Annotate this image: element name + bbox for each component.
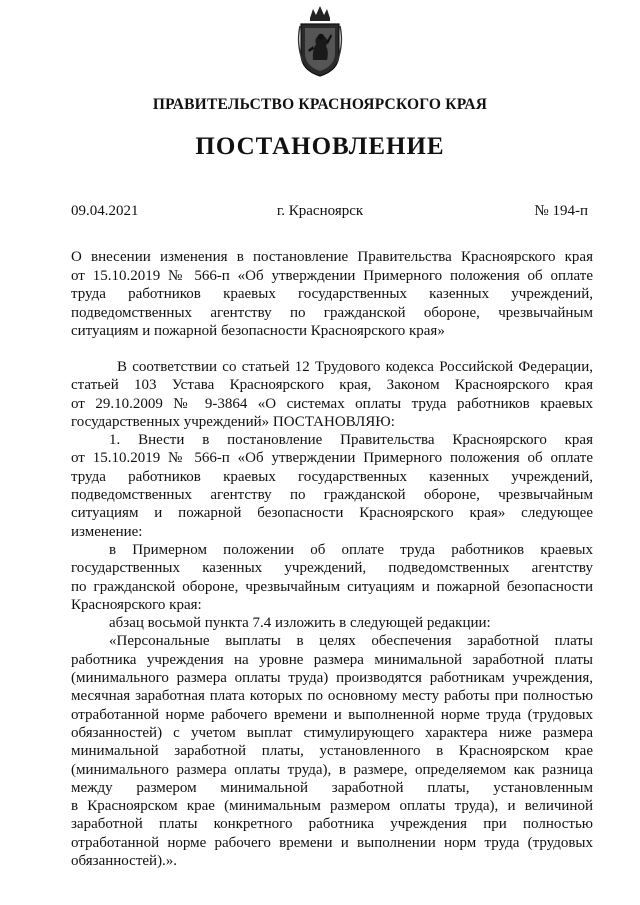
body-line: изменение:: [71, 523, 143, 540]
title-line: подведомственных агентству по гражданской обороне, чрезвычайным: [71, 304, 593, 321]
body-line: 1. Внести в постановление Правительства Красноярского края: [109, 432, 593, 449]
body-line: отработанной норме рабочего времени и выполненной норме труда (трудовых: [71, 706, 593, 723]
body-line: абзац восьмой пункта 7.4 изложить в следующей редакции:: [109, 615, 491, 632]
body-line: по гражданской обороне, чрезвычайным ситуациям и пожарной безопасности: [71, 578, 593, 595]
body-line: (минимального размера оплаты труда) производятся работникам учреждения,: [71, 670, 593, 687]
body-line: месячная заработная плата которых по основному месту работы при полностью: [71, 688, 593, 705]
body-line: ситуациям и пожарной безопасности Красноярского края» следующее: [71, 505, 593, 522]
document-type: ПОСТАНОВЛЕНИЕ: [195, 133, 445, 160]
body-line: в Примерном положении об оплате труда работников краевых: [109, 541, 593, 558]
document-number: № 194-п: [534, 203, 588, 219]
coat-of-arms-icon: [295, 4, 345, 78]
government-name: ПРАВИТЕЛЬСТВО КРАСНОЯРСКОГО КРАЯ: [152, 96, 488, 113]
title-line: от 15.10.2019 № 566-п «Об утверждении Примерного положения об оплате: [71, 267, 593, 284]
body-line: в Красноярском крае (минимальным размером оплаты труда), и величиной: [71, 798, 593, 815]
body-line: В соответствии со статьей 12 Трудового кодекса Российской Федерации,: [117, 359, 593, 375]
body-line: подведомственных агентству по гражданской обороне, чрезвычайным: [71, 487, 593, 504]
title-line: труда работников краевых государственных казенных учреждений,: [71, 286, 593, 303]
document-city: г. Красноярск: [276, 203, 364, 219]
title-line: О внесении изменения в постановление Правительства Красноярского края: [71, 249, 593, 265]
body-line: заработной платы конкретного работника учреждения при полностью: [71, 816, 593, 833]
document-date: 09.04.2021: [71, 203, 139, 219]
body-line: отработанной норме рабочего времени и выполнении норм труда (трудовых: [71, 834, 593, 851]
body-line: работника учреждения на уровне размера минимальной заработной платы: [71, 651, 593, 668]
body-line: статьей 103 Устава Красноярского края, Законом Красноярского края: [71, 377, 593, 394]
document-body: [71, 358, 593, 870]
body-line: между размером минимальной заработной платы, установленным: [71, 779, 593, 796]
document-title: [71, 248, 593, 341]
body-line: обязанностей) с учетом выплат стимулирующего характера ниже размера: [71, 724, 593, 741]
body-line: труда работников краевых государственных казенных учреждений,: [71, 468, 593, 485]
body-line: обязанностей).».: [71, 853, 178, 870]
body-line: государственных учреждений» ПОСТАНОВЛЯЮ:: [71, 413, 395, 430]
body-line: минимальной заработной платы, установленного в Красноярском крае: [71, 743, 593, 760]
body-line: (минимального размера оплаты труда), в размере, определяемом как разница: [71, 761, 593, 778]
title-line: ситуациям и пожарной безопасности Красноярского края»: [71, 323, 445, 340]
body-line: «Персональные выплаты в целях обеспечения заработной платы: [109, 633, 593, 650]
body-line: от 15.10.2019 № 566-п «Об утверждении Примерного положения об оплате: [71, 450, 593, 467]
body-line: государственных казенных учреждений, подведомственных агентству: [71, 560, 593, 577]
body-line: от 29.10.2009 № 9-3864 «О системах оплаты труда работников краевых: [71, 395, 593, 412]
body-line: Красноярского края:: [71, 596, 202, 613]
